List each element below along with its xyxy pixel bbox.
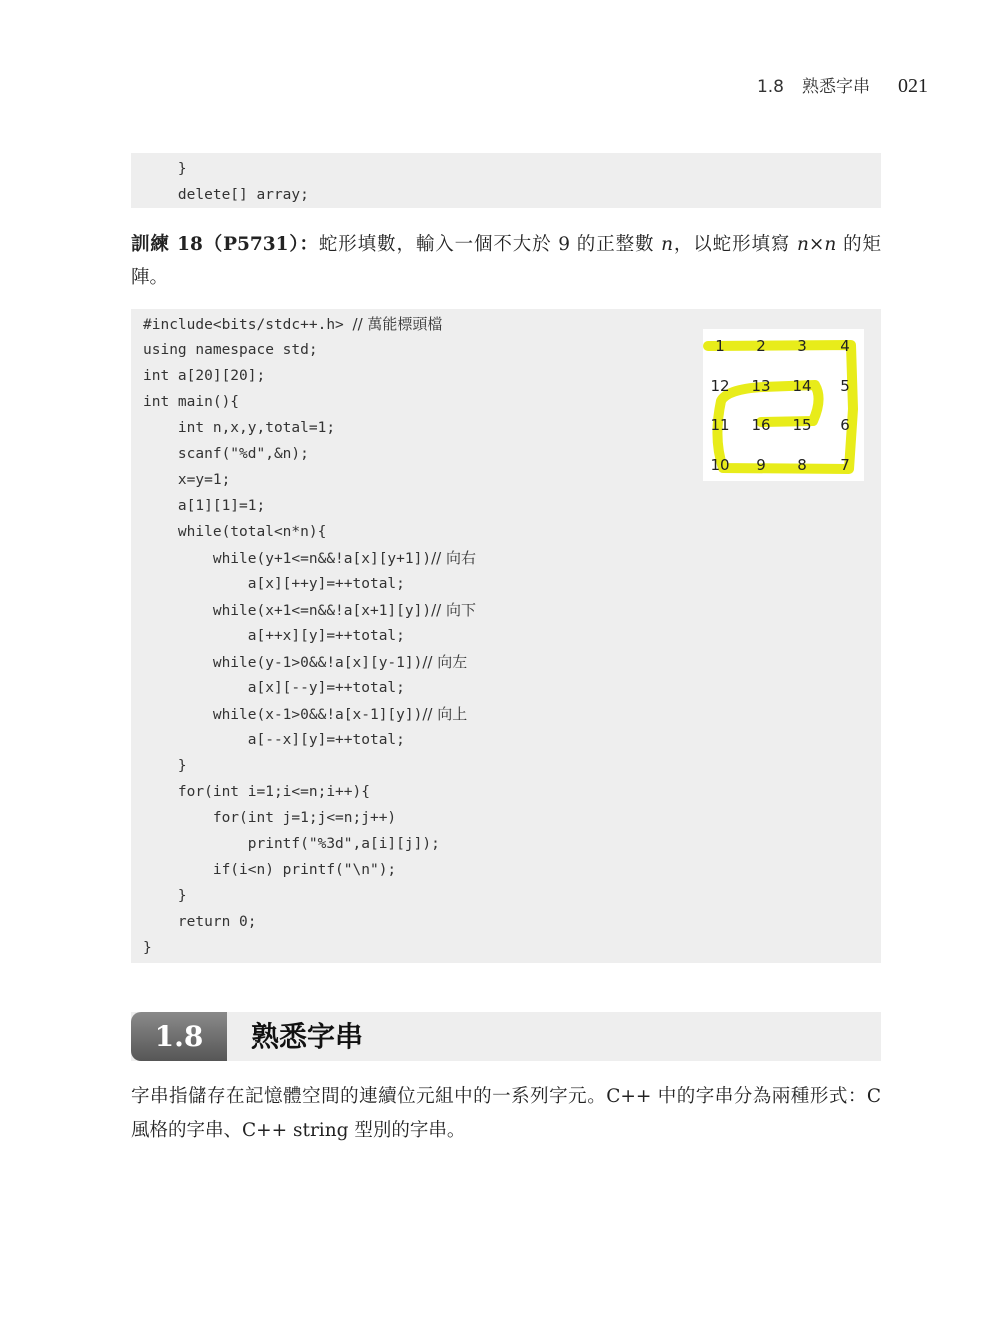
code-line: [143, 597, 476, 623]
code-text: while(x+1<=n&&!a[x+1][y]): [143, 603, 432, 619]
code-text: a[x][++y]=++total;: [143, 576, 405, 592]
code-text: return 0;: [143, 914, 257, 930]
code-text: #include<bits/stdc++.h>: [143, 317, 353, 333]
code-block-top: [131, 153, 881, 208]
code-line: [143, 363, 265, 389]
running-head: [757, 72, 928, 98]
matrix-cell: 4: [840, 337, 850, 355]
code-line: [143, 675, 405, 701]
running-head-section: 1.8: [756, 77, 784, 97]
code-line: [143, 623, 405, 649]
code-text: }: [143, 888, 187, 904]
snake-matrix-figure: [703, 329, 864, 481]
code-line: [143, 337, 318, 363]
matrix-cell: 7: [840, 456, 850, 474]
exercise-text-3: 的矩陣。: [131, 234, 881, 288]
page-number: 021: [898, 75, 928, 97]
exercise-var-n: n: [661, 234, 674, 255]
section-number: 1.8: [131, 1012, 227, 1061]
code-comment: // 向上: [422, 705, 468, 723]
code-comment: // 萬能標頭檔: [352, 315, 443, 333]
exercise-label: 訓練 18（P5731）：: [131, 234, 319, 255]
exercise-var-nxn: n×n: [796, 234, 837, 255]
code-comment: // 向左: [422, 653, 468, 671]
code-text: a[++x][y]=++total;: [143, 628, 405, 644]
code-line: [143, 311, 442, 337]
code-text: }: [143, 940, 152, 956]
code-text: scanf("%d",&n);: [143, 446, 309, 462]
matrix-cell: 16: [751, 416, 771, 434]
body-paragraph: 字串指儲存在記憶體空間的連續位元組中的一系列字元。C++ 中的字串分為兩種形式：C 風格的字串、C++ string 型別的字串。: [131, 1086, 881, 1141]
code-line: [143, 571, 405, 597]
code-text: printf("%3d",a[i][j]);: [143, 836, 440, 852]
matrix-cell: 2: [756, 337, 766, 355]
code-line: [143, 727, 405, 753]
snake-matrix-svg: [703, 329, 864, 481]
code-line: [143, 935, 152, 961]
matrix-cell: 9: [756, 456, 766, 474]
code-line: [143, 389, 239, 415]
code-line: [143, 519, 326, 545]
matrix-cell: 5: [840, 377, 850, 395]
code-line: [143, 441, 309, 467]
section-title: 熟悉字串: [251, 1020, 364, 1053]
code-text: a[1][1]=1;: [143, 498, 266, 514]
code-line: [143, 415, 335, 441]
exercise-text-1: 蛇形填數，輸入一個不大於 9 的正整數: [318, 234, 662, 255]
code-text: int n,x,y,total=1;: [143, 420, 336, 436]
code-line: [143, 545, 476, 571]
code-line: [143, 857, 396, 883]
matrix-cell: 14: [792, 377, 812, 395]
code-text: while(x-1>0&&!a[x-1][y]): [143, 707, 423, 723]
code-text: }: [143, 758, 187, 774]
code-line: [143, 779, 370, 805]
code-text: int main(){: [143, 394, 240, 410]
code-text: using namespace std;: [143, 342, 318, 358]
spiral-highlight-path: [708, 345, 853, 469]
code-line: [143, 493, 265, 519]
code-line: [143, 883, 187, 909]
code-text: for(int j=1;j<=n;j++): [143, 810, 397, 826]
section-heading: [131, 1012, 881, 1061]
code-line: [143, 753, 187, 779]
code-text: int a[20][20];: [143, 368, 266, 384]
exercise-paragraph: [131, 228, 881, 294]
code-line: [143, 831, 440, 857]
code-line: [143, 649, 467, 675]
matrix-cell: 10: [710, 456, 730, 474]
matrix-cell: 1: [715, 337, 725, 355]
matrix-cell: 8: [797, 456, 807, 474]
matrix-cell: 13: [751, 377, 771, 395]
code-line: [143, 909, 257, 935]
code-text: a[--x][y]=++total;: [143, 732, 405, 748]
matrix-cell: 11: [710, 416, 730, 434]
code-comment: // 向下: [431, 601, 476, 619]
code-line: }: [143, 161, 187, 177]
code-line: [143, 467, 230, 493]
running-head-title: 熟悉字串: [802, 77, 870, 97]
matrix-cell: 6: [840, 416, 850, 434]
code-text: for(int i=1;i<=n;i++){: [143, 784, 370, 800]
matrix-cell: 15: [792, 416, 812, 434]
code-line: [143, 701, 467, 727]
code-text: a[x][--y]=++total;: [143, 680, 405, 696]
code-comment: // 向右: [431, 549, 476, 567]
exercise-text-2: ，以蛇形填寫: [673, 234, 797, 255]
matrix-cell: 3: [797, 337, 807, 355]
code-text: x=y=1;: [143, 472, 231, 488]
code-text: while(y+1<=n&&!a[x][y+1]): [143, 551, 432, 567]
code-text: while(total<n*n){: [143, 524, 327, 540]
code-text: while(y-1>0&&!a[x][y-1]): [143, 655, 423, 671]
matrix-cell: 12: [710, 377, 730, 395]
code-line: delete[] array;: [143, 187, 309, 203]
code-text: if(i<n) printf("\n");: [143, 862, 397, 878]
code-line: [143, 805, 396, 831]
